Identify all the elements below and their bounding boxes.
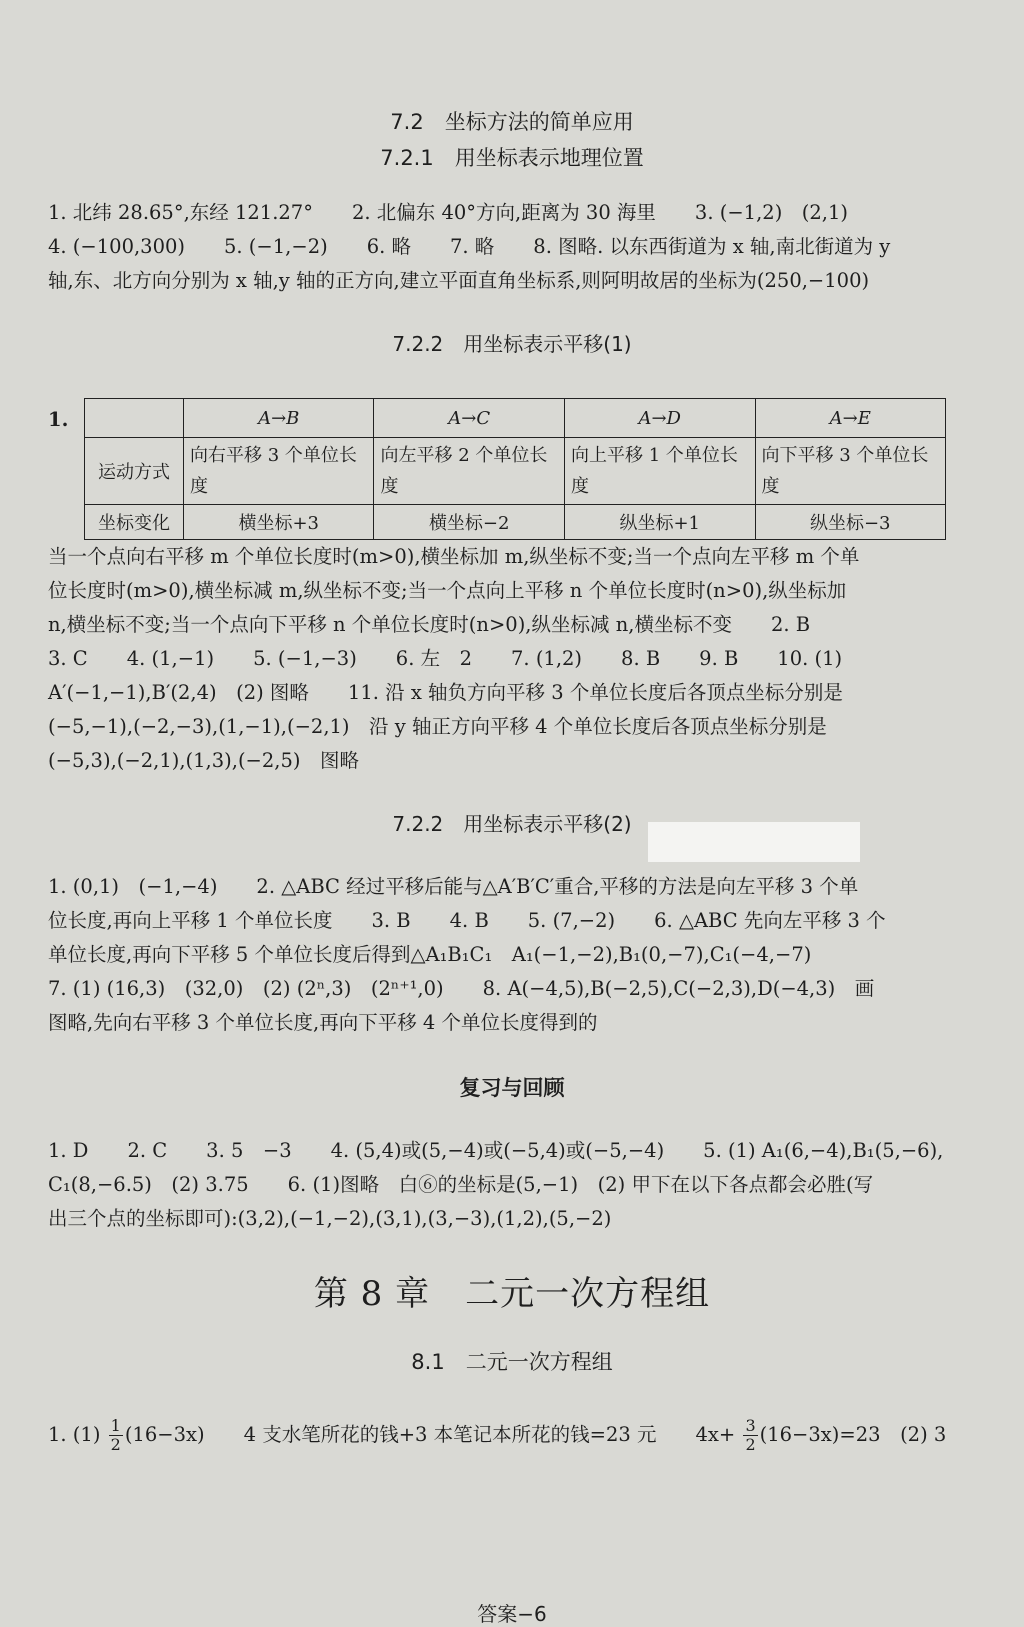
section-title-7-2-2-part2: 7.2.2 用坐标表示平移(2)	[392, 812, 632, 836]
answers-review	[48, 1134, 968, 1236]
answers-7-2-1	[48, 196, 968, 298]
row-label-coordinate: 坐标变化	[85, 505, 184, 540]
page-footer: 答案−6	[477, 1602, 547, 1626]
section-title-7-2-2-part1: 7.2.2 用坐标表示平移(1)	[392, 332, 632, 356]
section-title-review: 复习与回顾	[459, 1076, 565, 1100]
fraction-numerator: 1	[110, 1416, 121, 1435]
table-header: A→D	[564, 399, 755, 438]
row-label-motion: 运动方式	[85, 438, 184, 505]
table-cell: 向左平移 2 个单位长度	[374, 438, 565, 505]
answer-line: C₁(8,−6.5) (2) 3.75 6. (1)图略 白⑥的坐标是(5,−1) (2) 甲下在以下各点都会必胜(写	[48, 1173, 874, 1196]
answer-line: 1. (0,1) (−1,−4) 2. △ABC 经过平移后能与△A′B′C′重合,平移的方法是向左平移 3 个单	[48, 875, 859, 898]
answer-text: (16−3x) 4 支水笔所花的钱+3 本笔记本所花的钱=23 元 4x+	[124, 1423, 736, 1446]
fraction-numerator: 3	[745, 1416, 756, 1435]
translation-table	[84, 398, 946, 540]
answer-text: (16−3x)=23 (2) 3	[759, 1423, 947, 1446]
table-header: A→C	[374, 399, 565, 438]
answer-line: 1. 北纬 28.65°,东经 121.27° 2. 北偏东 40°方向,距离为 30 海里 3. (−1,2) (2,1)	[48, 201, 849, 224]
answers-7-2-2-part2	[48, 870, 968, 1040]
answer-line: 轴,东、北方向分别为 x 轴,y 轴的正方向,建立平面直角坐标系,则阿明故居的坐标为(250,−100)	[48, 269, 870, 292]
fraction	[109, 1417, 123, 1454]
answer-line: 单位长度,再向下平移 5 个单位长度后得到△A₁B₁C₁ A₁(−1,−2),B₁(0,−7),C₁(−4,−7)	[48, 943, 812, 966]
table-cell: 向上平移 1 个单位长度	[564, 438, 755, 505]
chapter-title: 第 8 章 二元一次方程组	[313, 1274, 711, 1314]
answer-line: 1. D 2. C 3. 5 −3 4. (5,4)或(5,−4)或(−5,4)或(−5,−4) 5. (1) A₁(6,−4),B₁(5,−6),	[48, 1139, 944, 1162]
answer-line: A′(−1,−1),B′(2,4) (2) 图略 11. 沿 x 轴负方向平移 3 个单位长度后各顶点坐标分别是	[48, 681, 843, 704]
table-cell: 横坐标+3	[184, 505, 374, 540]
answer-line: (−5,−1),(−2,−3),(1,−1),(−2,1) 沿 y 轴正方向平移 4 个单位长度后各顶点坐标分别是	[48, 715, 827, 738]
fraction-denominator: 2	[110, 1435, 121, 1454]
answer-line: 4. (−100,300) 5. (−1,−2) 6. 略 7. 略 8. 图略. 以东西街道为 x 轴,南北街道为 y	[48, 235, 891, 258]
answer-line: n,横坐标不变;当一个点向下平移 n 个单位长度时(n>0),纵坐标减 n,横坐标不变 2. B	[48, 613, 811, 636]
answer-line: 图略,先向右平移 3 个单位长度,再向下平移 4 个单位长度得到的	[48, 1011, 598, 1034]
answer-line: 出三个点的坐标即可):(3,2),(−1,−2),(3,1),(3,−3),(1,2),(5,−2)	[48, 1207, 612, 1230]
answer-prefix: 1. (1)	[48, 1423, 101, 1446]
table-cell: 纵坐标−3	[755, 505, 946, 540]
table-header: A→E	[755, 399, 946, 438]
table-header: A→B	[184, 399, 374, 438]
answer-line	[48, 1410, 968, 1460]
answer-line: 3. C 4. (1,−1) 5. (−1,−3) 6. 左 2 7. (1,2) 8. B 9. B 10. (1)	[48, 647, 843, 670]
fraction	[743, 1417, 757, 1454]
table-cell: 向右平移 3 个单位长度	[184, 438, 374, 505]
answer-line: (−5,3),(−2,1),(1,3),(−2,5) 图略	[48, 749, 360, 772]
section-title-7-2: 7.2 坐标方法的简单应用	[390, 110, 634, 134]
table-cell: 向下平移 3 个单位长度	[755, 438, 946, 505]
answer-line: 7. (1) (16,3) (32,0) (2) (2ⁿ,3) (2ⁿ⁺¹,0) 8. A(−4,5),B(−2,5),C(−2,3),D(−4,3) 画	[48, 977, 875, 1000]
fraction-denominator: 2	[745, 1435, 756, 1454]
redaction-box	[648, 822, 860, 862]
section-title-7-2-1: 7.2.1 用坐标表示地理位置	[380, 146, 644, 170]
answers-7-2-2-part1	[48, 540, 968, 778]
answer-line: 位长度,再向上平移 1 个单位长度 3. B 4. B 5. (7,−2) 6. △ABC 先向左平移 3 个	[48, 909, 886, 932]
answer-line: 当一个点向右平移 m 个单位长度时(m>0),横坐标加 m,纵坐标不变;当一个点向左平移 m 个单	[48, 545, 860, 568]
question-number: 1.	[48, 408, 69, 431]
table-cell: 横坐标−2	[374, 505, 565, 540]
section-title-8-1: 8.1 二元一次方程组	[411, 1350, 613, 1374]
answer-line: 位长度时(m>0),横坐标减 m,纵坐标不变;当一个点向上平移 n 个单位长度时(n>0),纵坐标加	[48, 579, 847, 602]
answers-8-1	[48, 1410, 968, 1460]
table-corner	[85, 399, 184, 438]
table-cell: 纵坐标+1	[564, 505, 755, 540]
